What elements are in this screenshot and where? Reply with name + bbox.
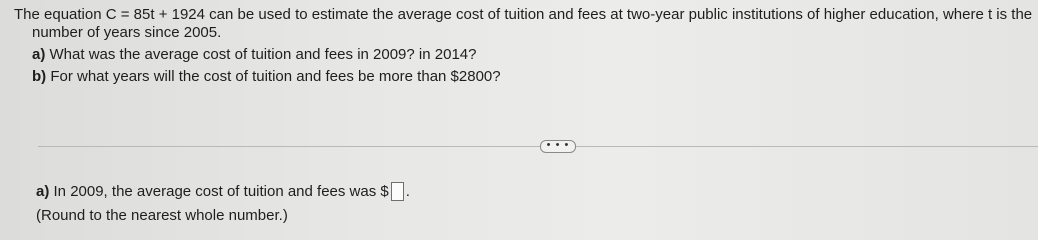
question-part-a — [14, 46, 1038, 64]
intro-text-start: The equation — [14, 6, 106, 23]
answer-line — [36, 182, 410, 201]
answer-part-label: a) — [36, 182, 50, 200]
rounding-instruction: (Round to the nearest whole number.) — [36, 207, 288, 224]
question-text — [14, 6, 1038, 86]
part-b-text: For what years will the cost of tuition and fees be more than $2800? — [50, 68, 501, 85]
answer-area — [36, 182, 410, 225]
part-a-text: What was the average cost of tuition and fees in 2009? in 2014? — [49, 46, 477, 63]
question-intro-line-2: number of years since 2005. — [32, 24, 222, 41]
expand-ellipsis-button[interactable]: • • • — [540, 140, 576, 153]
answer-input-box[interactable] — [391, 182, 404, 201]
question-part-b — [14, 68, 1038, 86]
answer-prompt: In 2009, the average cost of tuition and fees was $ — [53, 182, 389, 200]
section-divider — [38, 146, 1038, 147]
intro-text-end: can be used to estimate the average cost of tuition and fees at two-year public institutions of higher education, where t is the — [205, 6, 1033, 23]
equation: C = 85t + 1924 — [105, 6, 205, 23]
part-a-label: a) — [32, 46, 46, 63]
part-b-label: b) — [32, 68, 47, 85]
answer-period: . — [405, 182, 410, 200]
question-intro-line-1 — [14, 6, 1038, 24]
